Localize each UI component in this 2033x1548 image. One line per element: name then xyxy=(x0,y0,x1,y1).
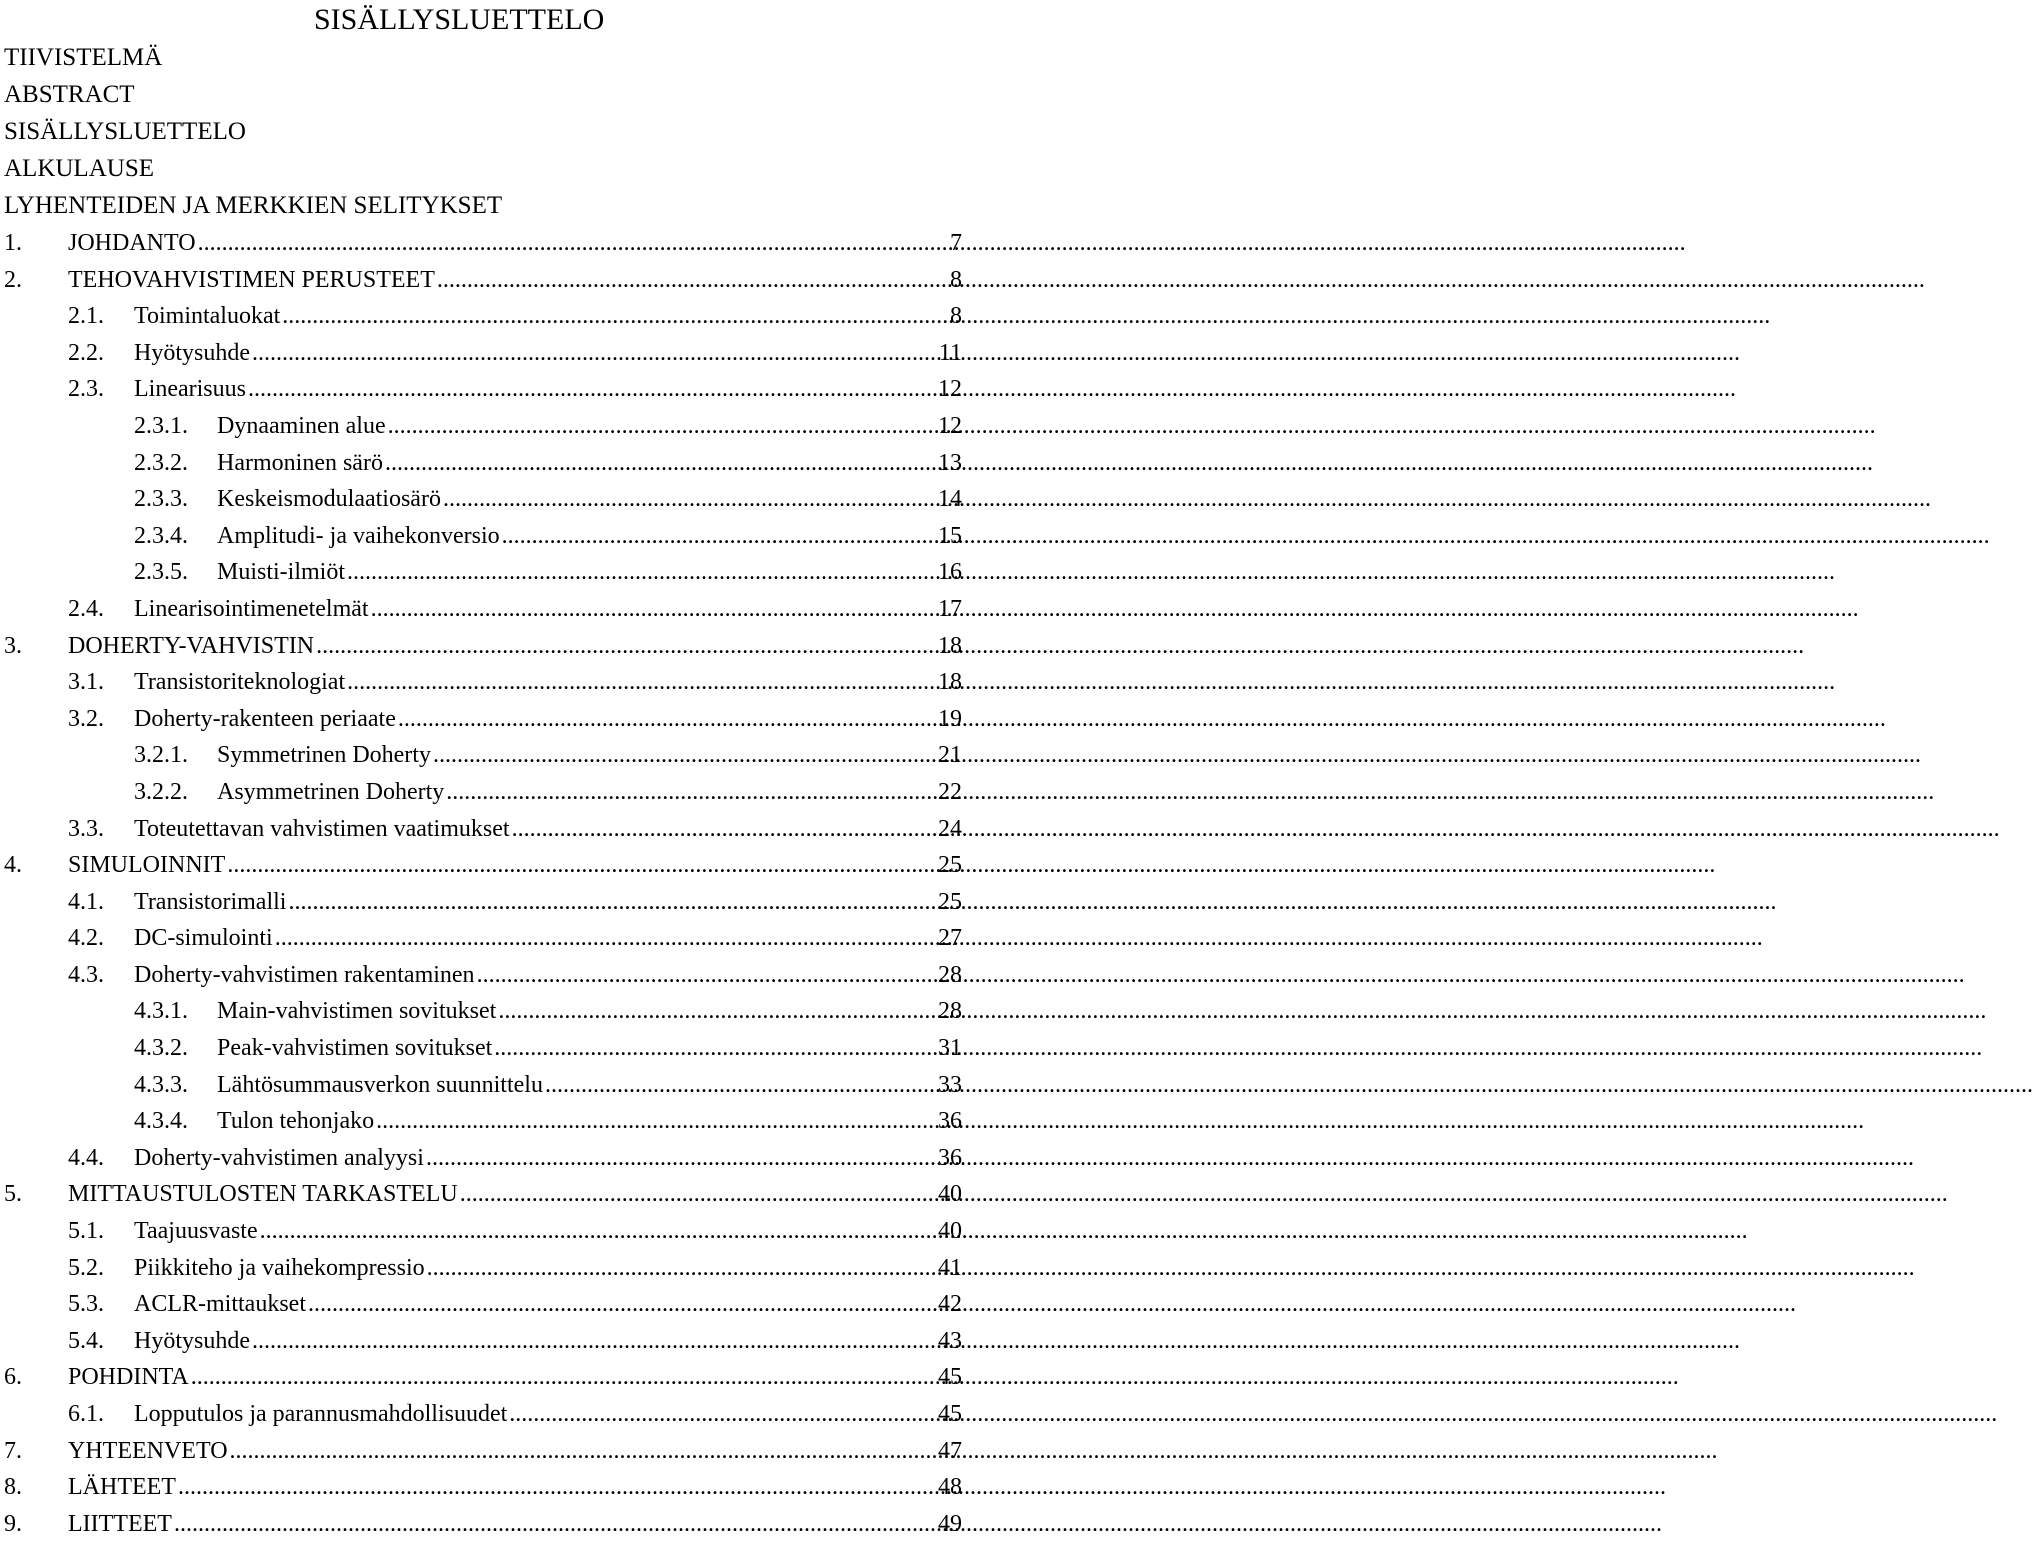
toc-entry-title: TEHOVAHVISTIMEN PERUSTEET xyxy=(68,266,435,293)
toc-entry[interactable] xyxy=(0,1176,962,1213)
toc-entry-number: 1. xyxy=(4,230,22,256)
toc-entry-title: ACLR-mittaukset xyxy=(134,1291,306,1318)
toc-entry-page: 15 xyxy=(938,522,962,549)
toc-entry-title: Toimintaluokat xyxy=(134,303,281,330)
toc-entry-page: 31 xyxy=(938,1035,962,1062)
toc-entry-title: Lähtösummausverkon suunnittelu xyxy=(217,1071,543,1098)
toc-entry-number: 2. xyxy=(4,266,22,293)
toc-entry-title: Linearisuus xyxy=(134,376,246,403)
toc-entry-title: Amplitudi- ja vaihekonversio xyxy=(217,522,500,549)
toc-entry-page: 13 xyxy=(938,449,962,476)
toc-entry[interactable] xyxy=(0,1323,962,1360)
dot-leader xyxy=(512,811,937,848)
toc-entry[interactable] xyxy=(0,371,962,408)
toc-entry-page: 40 xyxy=(938,1181,962,1208)
toc-entry-page: 12 xyxy=(938,412,962,439)
toc-entry-page: 36 xyxy=(938,1144,962,1171)
toc-entry-page: 17 xyxy=(938,595,962,622)
toc-entry-title: Transistorimalli xyxy=(134,888,287,915)
front-matter-item-tiivistelma[interactable]: TIIVISTELMÄ xyxy=(4,44,163,71)
toc-entry-page: 18 xyxy=(938,669,962,696)
dot-leader xyxy=(371,591,937,628)
toc-entry-title: Linearisointimenetelmät xyxy=(134,595,369,622)
toc-entry-title: Asymmetrinen Doherty xyxy=(217,778,445,805)
dot-leader xyxy=(446,774,937,811)
toc-entry-title: DC-simulointi xyxy=(134,925,273,952)
front-matter-item-alkulause[interactable]: ALKULAUSE xyxy=(4,155,154,182)
dot-leader xyxy=(288,884,937,921)
toc-entry[interactable] xyxy=(0,701,962,738)
toc-entry-number: 4.3.3. xyxy=(134,1071,188,1098)
table-of-contents xyxy=(0,225,962,1542)
dot-leader xyxy=(398,701,937,738)
toc-entry-page: 21 xyxy=(938,742,962,769)
toc-entry[interactable] xyxy=(0,225,962,262)
toc-entry[interactable] xyxy=(0,1250,962,1287)
toc-entry-title: JOHDANTO xyxy=(68,230,196,256)
toc-entry[interactable] xyxy=(0,262,962,299)
toc-entry-page: 28 xyxy=(938,998,962,1025)
toc-entry-number: 4. xyxy=(4,852,22,879)
toc-entry-page: 28 xyxy=(938,961,962,988)
front-matter-item-lyhenteet[interactable]: LYHENTEIDEN JA MERKKIEN SELITYKSET xyxy=(4,192,503,219)
dot-leader xyxy=(545,1067,937,1104)
dot-leader xyxy=(252,335,938,372)
dot-leader xyxy=(427,1250,937,1287)
dot-leader xyxy=(347,664,937,701)
toc-entry-title: Peak-vahvistimen sovitukset xyxy=(217,1035,493,1062)
dot-leader xyxy=(178,1469,937,1506)
toc-entry-page: 36 xyxy=(938,1108,962,1135)
toc-entry[interactable] xyxy=(0,1140,962,1177)
toc-entry-title: Transistoriteknologiat xyxy=(134,669,346,696)
toc-entry-number: 4.3.2. xyxy=(134,1035,188,1062)
toc-entry[interactable] xyxy=(0,1469,962,1506)
toc-entry-title: Tulon tehonjako xyxy=(217,1108,375,1135)
toc-entry-title: Keskeismodulaatiosärö xyxy=(217,486,441,513)
toc-entry-number: 2.2. xyxy=(68,339,104,366)
dot-leader xyxy=(227,847,937,884)
toc-entry-title: Taajuusvaste xyxy=(134,1218,258,1245)
toc-entry-page: 7 xyxy=(950,230,962,256)
toc-entry-page: 12 xyxy=(938,376,962,403)
dot-leader xyxy=(174,1506,937,1543)
toc-entry-page: 18 xyxy=(938,632,962,659)
toc-entry[interactable] xyxy=(0,993,962,1030)
toc-entry[interactable] xyxy=(0,1433,962,1470)
toc-entry-number: 3.1. xyxy=(68,669,104,696)
dot-leader xyxy=(198,225,949,262)
dot-leader xyxy=(347,554,937,591)
toc-entry-page: 11 xyxy=(938,339,962,366)
toc-entry[interactable] xyxy=(0,518,962,555)
dot-leader xyxy=(502,518,937,555)
toc-entry-number: 7. xyxy=(4,1437,22,1464)
toc-entry[interactable] xyxy=(0,1067,962,1104)
toc-entry-number: 2.4. xyxy=(68,595,104,622)
toc-entry-number: 4.2. xyxy=(68,925,104,952)
toc-entry-number: 4.4. xyxy=(68,1144,104,1171)
toc-entry-number: 9. xyxy=(4,1510,22,1537)
toc-entry[interactable] xyxy=(0,1506,962,1543)
dot-leader xyxy=(433,737,937,774)
toc-entry-page: 19 xyxy=(938,705,962,732)
toc-entry-number: 2.3.2. xyxy=(134,449,188,476)
toc-entry-page: 25 xyxy=(938,852,962,879)
toc-entry-number: 6. xyxy=(4,1364,22,1391)
toc-entry-number: 4.3.4. xyxy=(134,1108,188,1135)
toc-entry-number: 5.4. xyxy=(68,1327,104,1354)
toc-entry[interactable] xyxy=(0,1286,962,1323)
toc-entry[interactable] xyxy=(0,664,962,701)
toc-entry-number: 2.3.3. xyxy=(134,486,188,513)
toc-entry-title: Doherty-vahvistimen analyysi xyxy=(134,1144,424,1171)
toc-entry-title: LÄHTEET xyxy=(68,1474,176,1501)
toc-entry[interactable] xyxy=(0,1359,962,1396)
toc-entry-page: 27 xyxy=(938,925,962,952)
toc-entry-page: 25 xyxy=(938,888,962,915)
toc-entry-page: 8 xyxy=(950,303,962,330)
toc-entry[interactable] xyxy=(0,481,962,518)
toc-entry-page: 33 xyxy=(938,1071,962,1098)
toc-entry-page: 43 xyxy=(938,1327,962,1354)
toc-entry-title: SIMULOINNIT xyxy=(68,852,226,879)
toc-entry-number: 2.1. xyxy=(68,303,104,330)
dot-leader xyxy=(275,920,937,957)
toc-entry-title: Hyötysuhde xyxy=(134,339,250,366)
toc-entry-page: 14 xyxy=(938,486,962,513)
dot-leader xyxy=(230,1433,937,1470)
toc-entry-page: 49 xyxy=(938,1510,962,1537)
toc-entry-title: POHDINTA xyxy=(68,1364,189,1391)
toc-entry-number: 5.2. xyxy=(68,1254,104,1281)
toc-entry-title: LIITTEET xyxy=(68,1510,172,1537)
toc-entry-number: 5. xyxy=(4,1181,22,1208)
dot-leader xyxy=(308,1286,937,1323)
toc-entry-title: Main-vahvistimen sovitukset xyxy=(217,998,497,1025)
toc-entry-page: 24 xyxy=(938,815,962,842)
toc-entry[interactable] xyxy=(0,628,962,665)
toc-entry-title: Harmoninen särö xyxy=(217,449,383,476)
toc-entry-number: 3.2. xyxy=(68,705,104,732)
toc-entry-title: YHTEENVETO xyxy=(68,1437,228,1464)
toc-entry-title: Doherty-vahvistimen rakentaminen xyxy=(134,961,475,988)
dot-leader xyxy=(376,1103,937,1140)
dot-leader xyxy=(477,957,937,994)
toc-entry-title: Hyötysuhde xyxy=(134,1327,250,1354)
toc-entry-page: 8 xyxy=(950,266,962,293)
dot-leader xyxy=(282,298,949,335)
dot-leader xyxy=(498,993,937,1030)
toc-entry[interactable] xyxy=(0,920,962,957)
dot-leader xyxy=(494,1030,937,1067)
toc-entry-number: 3.3. xyxy=(68,815,104,842)
dot-leader xyxy=(260,1213,937,1250)
toc-entry-number: 2.3.4. xyxy=(134,522,188,549)
toc-entry-page: 45 xyxy=(938,1401,962,1427)
toc-entry[interactable] xyxy=(0,408,962,445)
toc-entry-number: 4.3. xyxy=(68,961,104,988)
toc-entry[interactable] xyxy=(0,737,962,774)
toc-entry-title: Toteutettavan vahvistimen vaatimukset xyxy=(134,815,510,842)
toc-entry-number: 3.2.2. xyxy=(134,778,188,805)
dot-leader xyxy=(388,408,937,445)
toc-entry-number: 5.3. xyxy=(68,1291,104,1318)
toc-entry[interactable] xyxy=(0,335,962,372)
toc-entry-page: 22 xyxy=(938,778,962,805)
toc-entry-page: 40 xyxy=(938,1218,962,1245)
toc-entry-number: 2.3.5. xyxy=(134,559,188,586)
toc-entry-number: 4.3.1. xyxy=(134,998,188,1025)
toc-entry-title: Doherty-rakenteen periaate xyxy=(134,705,396,732)
toc-entry[interactable] xyxy=(0,811,962,848)
toc-entry[interactable] xyxy=(0,774,962,811)
toc-entry[interactable] xyxy=(0,591,962,628)
dot-leader xyxy=(252,1323,937,1360)
toc-entry-number: 3.2.1. xyxy=(134,742,188,769)
front-matter-item-abstract[interactable]: ABSTRACT xyxy=(4,81,135,108)
toc-entry-number: 5.1. xyxy=(68,1218,104,1245)
toc-entry-number: 2.3.1. xyxy=(134,412,188,439)
toc-entry[interactable] xyxy=(0,957,962,994)
dot-leader xyxy=(385,445,937,482)
toc-entry-number: 6.1. xyxy=(68,1401,104,1427)
toc-entry[interactable] xyxy=(0,298,962,335)
toc-entry-number: 8. xyxy=(4,1474,22,1501)
toc-entry[interactable] xyxy=(0,847,962,884)
toc-entry[interactable] xyxy=(0,445,962,482)
toc-entry-title: Dynaaminen alue xyxy=(217,412,386,439)
toc-entry-title: DOHERTY-VAHVISTIN xyxy=(68,632,315,659)
dot-leader xyxy=(509,1396,937,1433)
toc-entry[interactable] xyxy=(0,1030,962,1067)
dot-leader xyxy=(316,628,937,665)
toc-entry-page: 16 xyxy=(938,559,962,586)
toc-entry-title: MITTAUSTULOSTEN TARKASTELU xyxy=(68,1181,458,1208)
dot-leader xyxy=(426,1140,937,1177)
dot-leader xyxy=(443,481,937,518)
toc-entry-page: 48 xyxy=(938,1474,962,1501)
toc-entry-page: 45 xyxy=(938,1364,962,1391)
toc-entry[interactable] xyxy=(0,1396,962,1433)
toc-entry[interactable] xyxy=(0,884,962,921)
toc-entry[interactable] xyxy=(0,554,962,591)
toc-entry-page: 41 xyxy=(938,1254,962,1281)
toc-entry-title: Piikkiteho ja vaihekompressio xyxy=(134,1254,425,1281)
toc-entry[interactable] xyxy=(0,1103,962,1140)
dot-leader xyxy=(191,1359,937,1396)
toc-entry-title: Lopputulos ja parannusmahdollisuudet xyxy=(134,1401,508,1427)
toc-entry-number: 2.3. xyxy=(68,376,104,403)
toc-entry-page: 47 xyxy=(938,1437,962,1464)
page-title: SISÄLLYSLUETTELO xyxy=(314,3,605,36)
dot-leader xyxy=(460,1176,937,1213)
toc-entry-number: 3. xyxy=(4,632,22,659)
toc-entry-page: 42 xyxy=(938,1291,962,1318)
toc-entry-title: Muisti-ilmiöt xyxy=(217,559,346,586)
dot-leader xyxy=(437,262,949,299)
toc-entry-title: Symmetrinen Doherty xyxy=(217,742,431,769)
front-matter-list xyxy=(4,39,502,224)
toc-entry[interactable] xyxy=(0,1213,962,1250)
toc-entry-number: 4.1. xyxy=(68,888,104,915)
front-matter-item-sisallysluettelo[interactable]: SISÄLLYSLUETTELO xyxy=(4,118,246,145)
dot-leader xyxy=(248,371,937,408)
